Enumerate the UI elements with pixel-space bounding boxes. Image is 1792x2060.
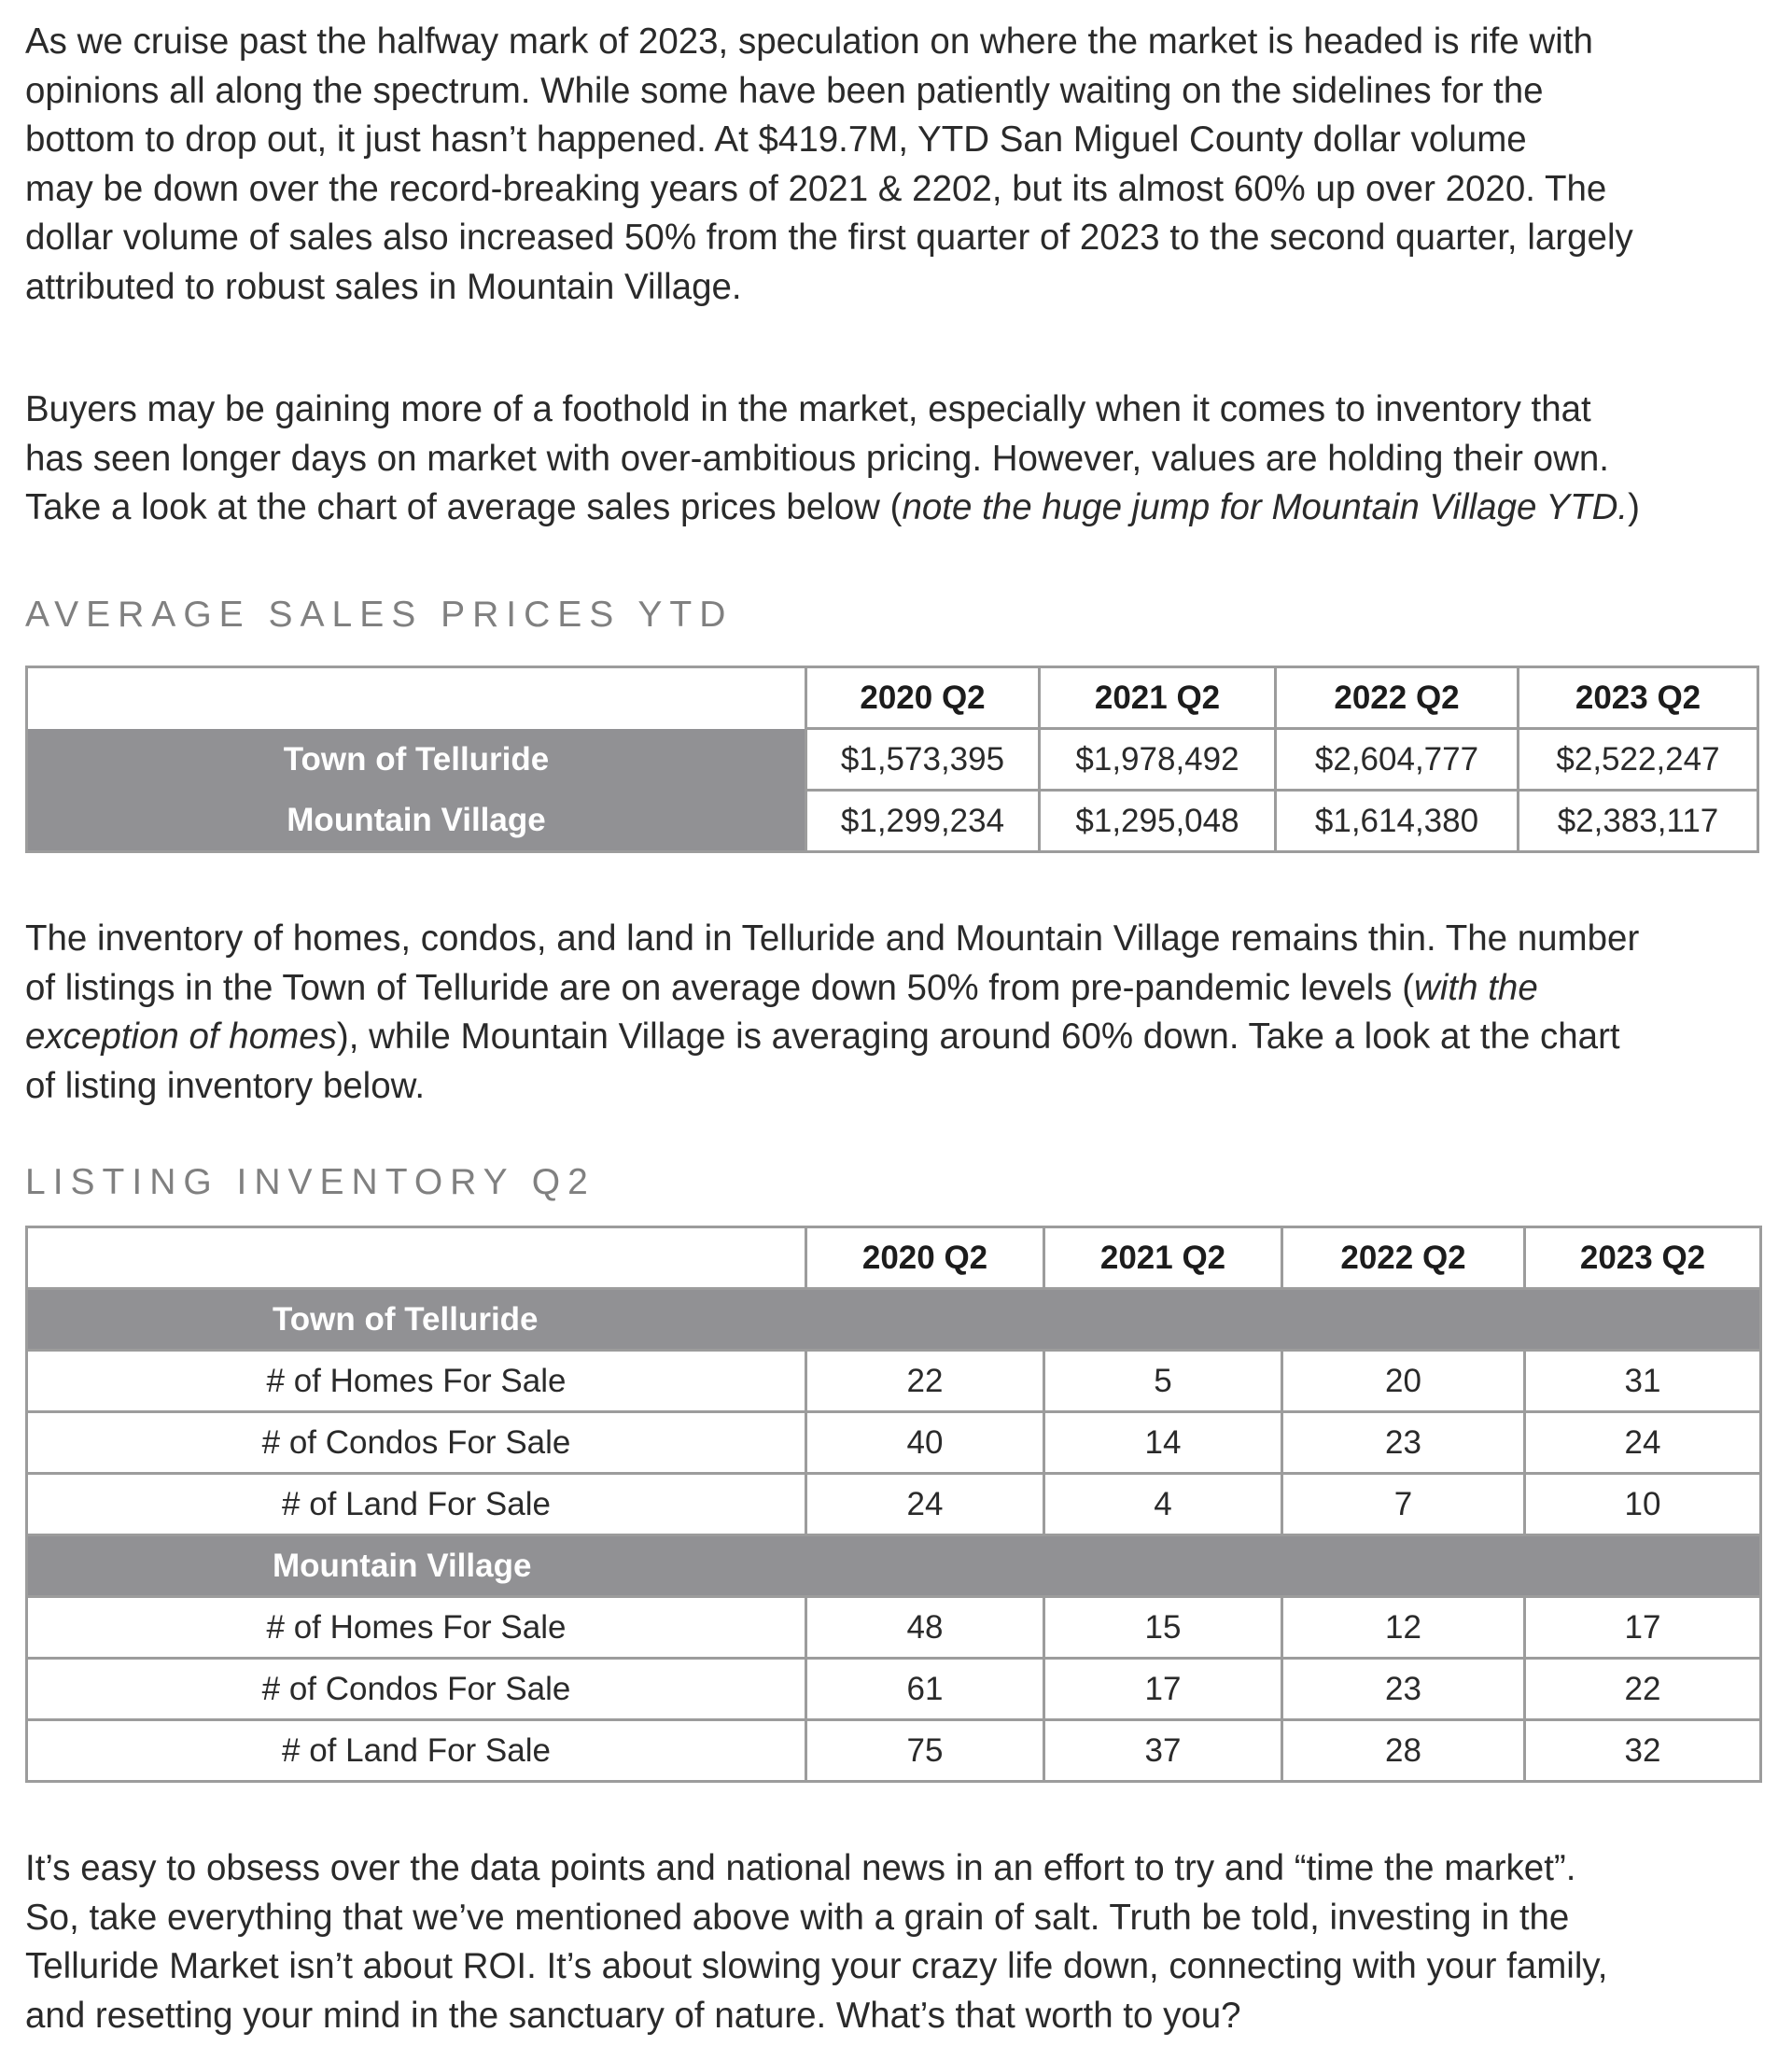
column-header: 2022 Q2	[1282, 1227, 1525, 1289]
column-header: 2023 Q2	[1525, 1227, 1761, 1289]
table-row	[27, 1474, 1761, 1535]
table-row	[27, 1412, 1761, 1474]
row-label: Town of Telluride	[27, 729, 806, 791]
count-cell: 32	[1525, 1720, 1761, 1782]
closing-line: So, take everything that we’ve mentioned above with a grain of salt. Truth be told, investing in the	[25, 1897, 1570, 1938]
count-cell: 12	[1282, 1597, 1525, 1659]
count-cell: 31	[1525, 1351, 1761, 1412]
buyers-line-text: Take a look at the chart of average sales prices below (	[25, 487, 903, 527]
sales-prices-table	[25, 666, 1759, 853]
closing-paragraph	[25, 1844, 1607, 2040]
intro-line: As we cruise past the halfway mark of 2023, speculation on where the market is headed is rife with	[25, 21, 1593, 62]
count-cell: 24	[1525, 1412, 1761, 1474]
buyers-paragraph	[25, 385, 1640, 533]
table-row	[27, 1659, 1761, 1720]
inventory-paragraph	[25, 915, 1639, 1111]
inventory-line-emphasis: exception of homes	[25, 1016, 337, 1057]
column-header: 2022 Q2	[1276, 667, 1519, 729]
row-label: # of Homes For Sale	[27, 1351, 806, 1412]
count-cell: 28	[1282, 1720, 1525, 1782]
table-header-row	[27, 667, 1758, 729]
column-header: 2020 Q2	[806, 1227, 1044, 1289]
count-cell: 23	[1282, 1659, 1525, 1720]
buyers-line: Buyers may be gaining more of a foothold in the market, especially when it comes to inventory that	[25, 389, 1591, 429]
closing-line: It’s easy to obsess over the data points and national news in an effort to try and “time the market”.	[25, 1848, 1576, 1888]
count-cell: 75	[806, 1720, 1044, 1782]
buyers-line: has seen longer days on market with over-ambitious pricing. However, values are holding their own.	[25, 438, 1610, 479]
column-header: 2021 Q2	[1044, 1227, 1282, 1289]
inventory-line-text: ), while Mountain Village is averaging around 60% down. Take a look at the chart	[336, 1016, 1620, 1057]
price-cell: $2,383,117	[1519, 791, 1758, 852]
count-cell: 14	[1044, 1412, 1282, 1474]
row-label: # of Land For Sale	[27, 1720, 806, 1782]
count-cell: 4	[1044, 1474, 1282, 1535]
price-cell: $2,604,777	[1276, 729, 1519, 791]
closing-line: and resetting your mind in the sanctuary of nature. What’s that worth to you?	[25, 1995, 1241, 2036]
count-cell: 10	[1525, 1474, 1761, 1535]
count-cell: 7	[1282, 1474, 1525, 1535]
intro-paragraph	[25, 18, 1633, 312]
count-cell: 23	[1282, 1412, 1525, 1474]
column-header: 2023 Q2	[1519, 667, 1758, 729]
closing-line: Telluride Market isn’t about ROI. It’s about slowing your crazy life down, connecting with your family,	[25, 1946, 1608, 1986]
price-cell: $1,614,380	[1276, 791, 1519, 852]
price-cell: $1,978,492	[1040, 729, 1276, 791]
row-label: Mountain Village	[27, 791, 806, 852]
table-row	[27, 1351, 1761, 1412]
price-cell: $1,299,234	[806, 791, 1040, 852]
count-cell: 48	[806, 1597, 1044, 1659]
table-header-row	[27, 1227, 1761, 1289]
count-cell: 5	[1044, 1351, 1282, 1412]
intro-line: attributed to robust sales in Mountain Village.	[25, 266, 742, 307]
intro-line: dollar volume of sales also increased 50% from the first quarter of 2023 to the second quarter, largely	[25, 217, 1633, 258]
buyers-line-text: )	[1628, 487, 1640, 527]
column-header: 2021 Q2	[1040, 667, 1276, 729]
count-cell: 37	[1044, 1720, 1282, 1782]
inventory-line	[25, 1013, 1639, 1062]
count-cell: 24	[806, 1474, 1044, 1535]
row-label: # of Condos For Sale	[27, 1412, 806, 1474]
count-cell: 20	[1282, 1351, 1525, 1412]
row-label: # of Land For Sale	[27, 1474, 806, 1535]
group-header-row	[27, 1289, 1761, 1351]
buyers-line-emphasis: note the huge jump for Mountain Village YTD.	[902, 487, 1629, 527]
count-cell: 22	[1525, 1659, 1761, 1720]
price-cell: $1,573,395	[806, 729, 1040, 791]
group-label: Town of Telluride	[27, 1289, 1761, 1351]
inventory-line: The inventory of homes, condos, and land in Telluride and Mountain Village remains thin. The number	[25, 918, 1640, 959]
intro-line: may be down over the record-breaking years of 2021 & 2202, but its almost 60% up over 2020. The	[25, 168, 1607, 209]
table-row	[27, 1720, 1761, 1782]
group-header-row	[27, 1535, 1761, 1597]
table-row	[27, 729, 1758, 791]
count-cell: 40	[806, 1412, 1044, 1474]
row-label: # of Condos For Sale	[27, 1659, 806, 1720]
table-row	[27, 1597, 1761, 1659]
inventory-line	[25, 964, 1639, 1014]
sales-prices-title: AVERAGE SALES PRICES YTD	[25, 595, 734, 635]
intro-line: opinions all along the spectrum. While some have been patiently waiting on the sidelines for the	[25, 70, 1544, 111]
count-cell: 17	[1525, 1597, 1761, 1659]
buyers-line	[25, 483, 1640, 533]
column-header: 2020 Q2	[806, 667, 1040, 729]
row-label: # of Homes For Sale	[27, 1597, 806, 1659]
price-cell: $1,295,048	[1040, 791, 1276, 852]
table-corner-cell	[27, 667, 806, 729]
inventory-line: of listing inventory below.	[25, 1065, 426, 1106]
price-cell: $2,522,247	[1519, 729, 1758, 791]
inventory-line-emphasis: with the	[1414, 967, 1538, 1008]
listing-inventory-title: LISTING INVENTORY Q2	[25, 1162, 595, 1202]
count-cell: 15	[1044, 1597, 1282, 1659]
count-cell: 22	[806, 1351, 1044, 1412]
table-corner-cell	[27, 1227, 806, 1289]
intro-line: bottom to drop out, it just hasn’t happened. At $419.7M, YTD San Miguel County dollar volume	[25, 119, 1527, 160]
group-label: Mountain Village	[27, 1535, 1761, 1597]
inventory-line-text: of listings in the Town of Telluride are on average down 50% from pre-pandemic levels (	[25, 967, 1415, 1008]
listing-inventory-table	[25, 1226, 1762, 1783]
count-cell: 17	[1044, 1659, 1282, 1720]
table-row	[27, 791, 1758, 852]
count-cell: 61	[806, 1659, 1044, 1720]
